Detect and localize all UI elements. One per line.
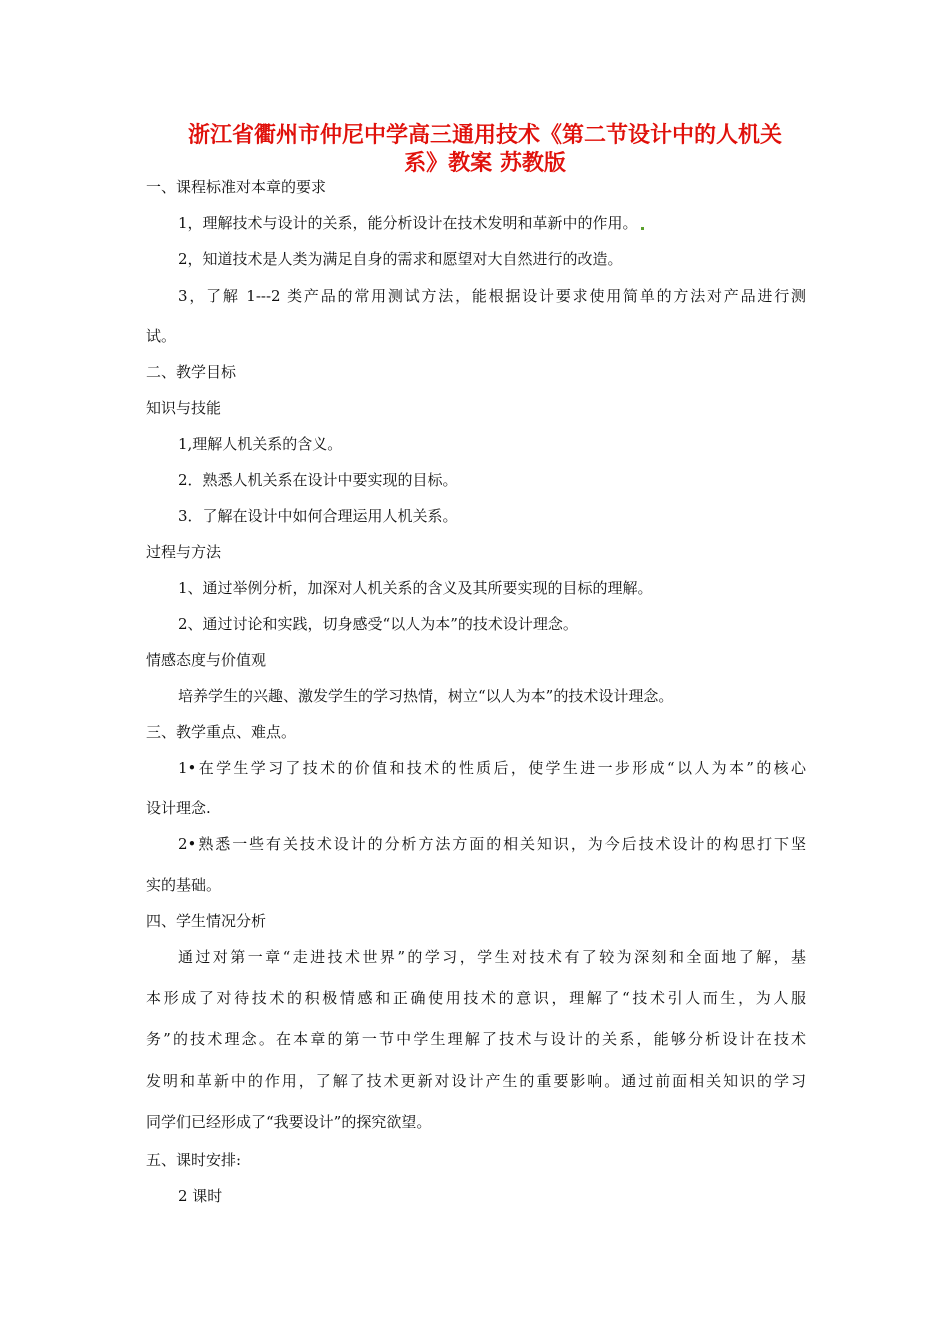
document-title-line2: 系》教案 苏教版	[404, 151, 566, 176]
section4-paragraph-line-1: 通过对第一章“走进技术世界”的学习，学生对技术有了较为深刻和全面地了解，基	[178, 948, 806, 966]
subsection-values-heading: 情感态度与价值观	[146, 651, 267, 669]
subsection-process-heading: 过程与方法	[146, 543, 222, 561]
section1-item-3-cont: 试。	[146, 327, 177, 345]
knowledge-item-2: 2．熟悉人机关系在设计中要实现的目标。	[178, 471, 458, 489]
section2-heading: 二、教学目标	[146, 363, 237, 381]
section4-heading: 四、学生情况分析	[146, 912, 267, 930]
process-item-1: 1、通过举例分析，加深对人机关系的含义及其所要实现的目标的理解。	[178, 579, 653, 597]
section1-item-1: 1，理解技术与设计的关系，能分析设计在技术发明和革新中的作用。	[178, 213, 644, 233]
section3-heading: 三、教学重点、难点。	[146, 723, 297, 741]
section3-item-1: 1•在学生学习了技术的价值和技术的性质后，使学生进一步形成“以人为本”的核心	[178, 759, 806, 777]
section3-item-1-cont: 设计理念.	[146, 799, 211, 817]
document-title-line1: 浙江省衢州市仲尼中学高三通用技术《第二节设计中的人机关	[187, 123, 782, 148]
section1-item-2: 2，知道技术是人类为满足自身的需求和愿望对大自然进行的改造。	[178, 250, 623, 268]
section1-heading: 一、课程标准对本章的要求	[146, 178, 327, 196]
section3-item-2-cont: 实的基础。	[146, 876, 222, 894]
section4-paragraph-line-5: 同学们已经形成了“我要设计”的探究欲望。	[146, 1113, 432, 1131]
process-item-2: 2、通过讨论和实践，切身感受“以人为本”的技术设计理念。	[178, 615, 578, 633]
section4-paragraph-line-3: 务”的技术理念。在本章的第一节中学生理解了技术与设计的关系，能够分析设计在技术	[146, 1030, 806, 1048]
values-item-1: 培养学生的兴趣、激发学生的学习热情，树立“以人为本”的技术设计理念。	[178, 687, 674, 705]
section5-heading: 五、课时安排:	[146, 1151, 242, 1169]
section4-paragraph-line-4: 发明和革新中的作用，了解了技术更新对设计产生的重要影响。通过前面相关知识的学习	[146, 1072, 806, 1090]
knowledge-item-3: 3．了解在设计中如何合理运用人机关系。	[178, 507, 458, 525]
subsection-knowledge-heading: 知识与技能	[146, 399, 222, 417]
section4-paragraph-line-2: 本形成了对待技术的积极情感和正确使用技术的意识，理解了“技术引人而生，为人服	[146, 989, 806, 1007]
section1-item-3: 3，了解 1---2 类产品的常用测试方法，能根据设计要求使用简单的方法对产品进行测	[178, 287, 806, 305]
green-dot-mark	[641, 227, 644, 230]
section5-item-1: 2 课时	[178, 1187, 223, 1205]
knowledge-item-1: 1,理解人机关系的含义。	[178, 435, 343, 453]
section3-item-2: 2•熟悉一些有关技术设计的分析方法方面的相关知识，为今后技术设计的构思打下坚	[178, 835, 806, 853]
